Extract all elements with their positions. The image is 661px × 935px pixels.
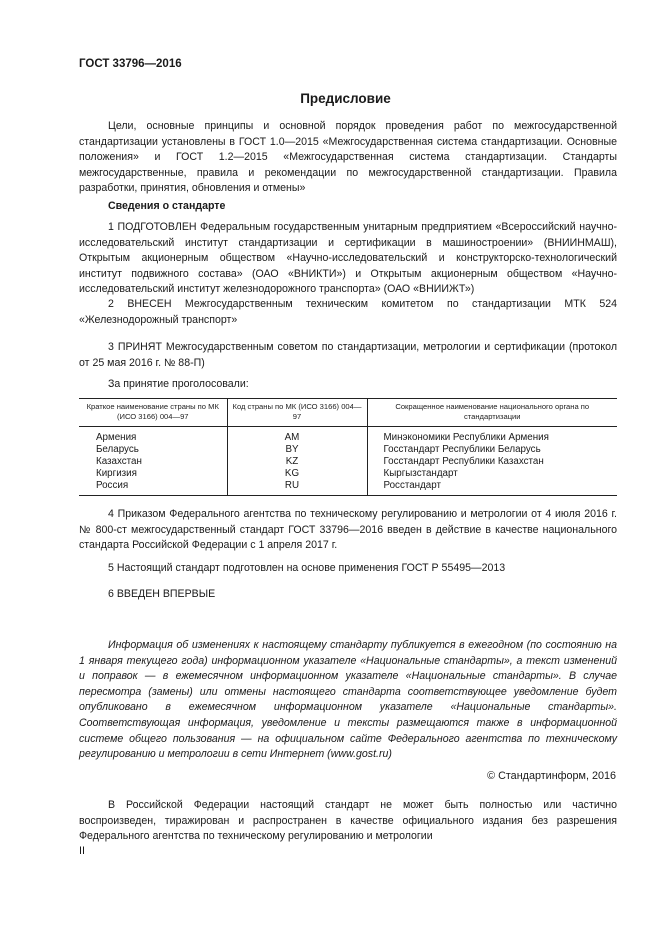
- country-name: Казахстан: [96, 456, 142, 467]
- table-row: [79, 444, 617, 456]
- header-country-code: Код страны по МК (ИСО 3166) 004—97: [227, 399, 367, 427]
- item-2-text: 2 ВНЕСЕН Межгосударственным техническим комитетом по стандартизации МТК 524 «Железнодорожный транспорт»: [79, 298, 617, 326]
- header-country-name: Краткое наименование страны по МК (ИСО 3166) 004—97: [79, 399, 227, 427]
- country-name: Беларусь: [96, 444, 139, 455]
- copyright: © Стандартинформ, 2016: [487, 770, 616, 782]
- table-row: [79, 468, 617, 480]
- country-code: AM: [227, 427, 367, 445]
- voting-table: [79, 398, 617, 496]
- intro-text: Цели, основные принципы и основной порядок проведения работ по межгосударственной стандартизации установлены в ГОСТ 1.0—2015 «Межгосударственная система стандартизации. Основные положения» и ГОСТ 1.2—2015 «Межгосударственная система стандартизации. Стандарты межгосударственные, правила и рекомендации по межгосударственной стандартизации. Правила разработки, принятия, обновления и отмены»: [79, 120, 617, 195]
- item-6-text: 6 ВВЕДЕН ВПЕРВЫЕ: [108, 588, 216, 600]
- info-note-text: Информация об изменениях к настоящему стандарту публикуется в ежегодном (по состоянию на 1 января текущего года) информационном указателе «Национальные стандарты», а текст изменений и поправок — в ежемесячном информационном указателе «Национальные стандарты». В случае пересмотра (замены) или отмены настоящего стандарта соответствующее уведомление будет опубликовано в ежемесячном информационном указателе «Национальные стандарты». Соответствующая информация, уведомление и тексты размещаются также в информационной системе общего пользования — на официальном сайте Федерального агентства по техническому регулированию и метрологии в сети Интернет (www.gost.ru): [79, 639, 617, 761]
- table-row: [79, 456, 617, 468]
- standards-body: Росстандарт: [367, 480, 617, 496]
- restriction-paragraph: [79, 798, 617, 845]
- table-row: [79, 427, 617, 445]
- standards-body: Минэкономики Республики Армения: [367, 427, 617, 445]
- table-header-row: [79, 399, 617, 427]
- country-code: BY: [227, 444, 367, 456]
- standard-code: ГОСТ 33796—2016: [79, 58, 182, 70]
- page-number: II: [79, 845, 85, 857]
- item-3-paragraph: [79, 340, 617, 371]
- country-name: Россия: [79, 480, 227, 496]
- item-4-paragraph: [79, 507, 617, 554]
- standards-body: Госстандарт Республики Беларусь: [367, 444, 617, 456]
- header-standards-body: Сокращенное наименование национального органа по стандартизации: [367, 399, 617, 427]
- country-name: Армения: [96, 432, 137, 443]
- section-heading: Сведения о стандарте: [108, 200, 226, 212]
- standards-body: Госстандарт Республики Казахстан: [367, 456, 617, 468]
- table-row: [79, 480, 617, 496]
- item-3-text: 3 ПРИНЯТ Межгосударственным советом по стандартизации, метрологии и сертификации (протокол от 25 мая 2016 г. № 88-П): [79, 341, 617, 369]
- voted-label: За принятие проголосовали:: [108, 378, 249, 390]
- country-code: KG: [227, 468, 367, 480]
- page-title: Предисловие: [300, 91, 391, 106]
- country-name: Киргизия: [96, 468, 137, 479]
- standards-body: Кыргызстандарт: [367, 468, 617, 480]
- restriction-text: В Российской Федерации настоящий стандарт не может быть полностью или частично воспроизведен, тиражирован и распространен в качестве официального издания без разрешения Федерального агентства по техническому регулированию и метрологии: [79, 799, 617, 843]
- intro-paragraph: [79, 119, 617, 197]
- item-1-text: 1 ПОДГОТОВЛЕН Федеральным государственным унитарным предприятием «Всероссийский научно-исследовательский институт стандартизации и сертификации в машиностроении» (ВНИИНМАШ), Открытым акционерным обществом «Научно-исследовательский и конструкторско-технологический институт подвижного состава» (ОАО «ВНИКТИ») и Открытым акционерным обществом «Научно-исследовательский институт железнодорожного транспорта» (ОАО «ВНИИЖТ»): [79, 221, 617, 296]
- country-code: KZ: [227, 456, 367, 468]
- item-5-text: 5 Настоящий стандарт подготовлен на основе применения ГОСТ Р 55495—2013: [108, 562, 506, 574]
- country-code: RU: [227, 480, 367, 496]
- info-note: [79, 638, 617, 763]
- item-4-text: 4 Приказом Федерального агентства по техническому регулированию и метрологии от 4 июля 2016 г. № 800-ст межгосударственный стандарт ГОСТ 33796—2016 введен в действие в качестве национального стандарта Российской Федерации с 1 апреля 2017 г.: [79, 508, 617, 552]
- item-1-paragraph: [79, 220, 617, 298]
- item-2-paragraph: [79, 297, 617, 328]
